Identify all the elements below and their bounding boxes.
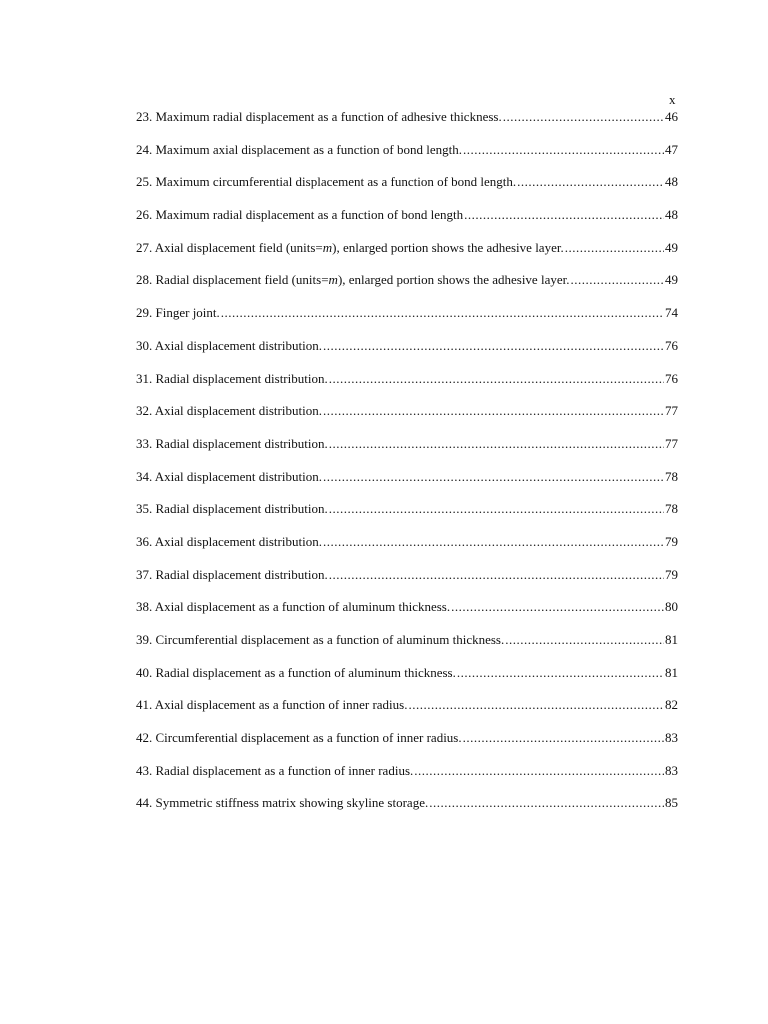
toc-dot-leader [221,305,664,321]
toc-entry-page: 83 [665,730,678,746]
toc-entry-title: 33. Radial displacement distribution. [136,435,328,451]
toc-entry [136,501,678,534]
toc-dot-leader [503,109,664,125]
toc-entry [136,207,678,240]
toc-entry-page: 76 [665,337,678,353]
toc-entry-page: 48 [665,174,678,190]
toc-entry [136,174,678,207]
toc-dot-leader [323,469,664,485]
toc-entry-title: 42. Circumferential displacement as a function of inner radius. [136,730,462,746]
toc-entry [136,795,678,828]
toc-dot-leader [329,436,664,452]
toc-entry-page: 77 [665,403,678,419]
toc-entry-title: 38. Axial displacement as a function of aluminum thickness. [136,599,451,615]
toc-entry [136,272,678,305]
toc-entry-title: 41. Axial displacement as a function of inner radius. [136,697,408,713]
toc-entry-title: 43. Radial displacement as a function of inner radius. [136,762,414,778]
toc-entry [136,469,678,502]
toc-entry-page: 76 [665,370,678,386]
toc-entry-title: 31. Radial displacement distribution. [136,370,328,386]
toc-entry-page: 49 [665,272,678,288]
toc-entry-title: 36. Axial displacement distribution. [136,533,322,549]
toc-entry-title: 40. Radial displacement as a function of aluminum thickness. [136,664,456,680]
toc-dot-leader [329,501,664,517]
toc-entry-page: 85 [665,795,678,811]
toc-dot-leader [329,567,664,583]
toc-entry [136,240,678,273]
toc-entry-title: 27. Axial displacement field (units=m), enlarged portion shows the adhesive layer. [136,239,564,255]
toc-entry-title: 30. Axial displacement distribution. [136,337,322,353]
toc-entry-title: 35. Radial displacement distribution. [136,501,328,517]
toc-dot-leader [414,763,664,779]
toc-entry [136,697,678,730]
toc-entry [136,305,678,338]
toc-entry-page: 78 [665,501,678,517]
toc-entry-title: 39. Circumferential displacement as a function of aluminum thickness. [136,632,505,647]
toc-entry [136,436,678,469]
toc-entry [136,567,678,600]
toc-entry-title: 32. Axial displacement distribution. [136,403,322,419]
toc-entry-title: 37. Radial displacement distribution. [136,566,328,582]
toc-dot-leader [463,730,664,746]
toc-entry-page: 48 [665,207,678,223]
page-number: x [669,92,676,107]
toc-entry-title: 25. Maximum circumferential displacement as a function of bond length. [136,174,517,190]
toc-entry-page: 79 [665,566,678,582]
toc-entry-title: 26. Maximum radial displacement as a function of bond length [136,207,464,223]
toc-entry [136,338,678,371]
toc-entry-title: 23. Maximum radial displacement as a function of adhesive thickness. [136,109,502,124]
toc-entry [136,403,678,436]
toc-entry-page: 82 [665,697,678,713]
toc-entry [136,763,678,796]
toc-dot-leader [408,697,664,713]
toc-dot-leader [463,142,664,158]
toc-entry-title: 29. Finger joint. [136,305,220,321]
toc-entry [136,371,678,404]
toc-dot-leader [323,338,664,354]
toc-entry-page: 78 [665,468,678,484]
toc-entry-page: 74 [665,305,678,321]
toc-entry [136,142,678,175]
toc-dot-leader [505,632,664,648]
toc-entry [136,534,678,567]
list-of-figures [136,109,678,828]
toc-dot-leader [329,371,664,387]
toc-entry [136,665,678,698]
toc-entry-page: 80 [665,599,678,615]
toc-entry [136,109,678,142]
toc-entry-page: 83 [665,762,678,778]
toc-dot-leader [464,207,664,223]
toc-entry-page: 81 [665,632,678,647]
toc-entry [136,599,678,632]
toc-entry [136,730,678,763]
toc-entry-title: 24. Maximum axial displacement as a function of bond length. [136,141,463,157]
toc-dot-leader [565,240,664,256]
toc-dot-leader [517,174,664,190]
toc-dot-leader [457,665,664,681]
toc-entry [136,632,678,665]
toc-entry-title: 44. Symmetric stiffness matrix showing skyline storage. [136,795,429,811]
toc-dot-leader [323,403,664,419]
toc-entry-title: 28. Radial displacement field (units=m), enlarged portion shows the adhesive layer. [136,272,570,288]
toc-dot-leader [570,272,664,288]
toc-entry-page: 47 [665,141,678,157]
toc-dot-leader [323,534,664,550]
toc-dot-leader [451,599,664,615]
toc-entry-title: 34. Axial displacement distribution. [136,468,322,484]
toc-entry-page: 46 [665,109,678,124]
toc-entry-page: 77 [665,435,678,451]
toc-entry-page: 81 [665,664,678,680]
toc-dot-leader [429,795,664,811]
toc-entry-page: 49 [665,239,678,255]
toc-entry-page: 79 [665,533,678,549]
